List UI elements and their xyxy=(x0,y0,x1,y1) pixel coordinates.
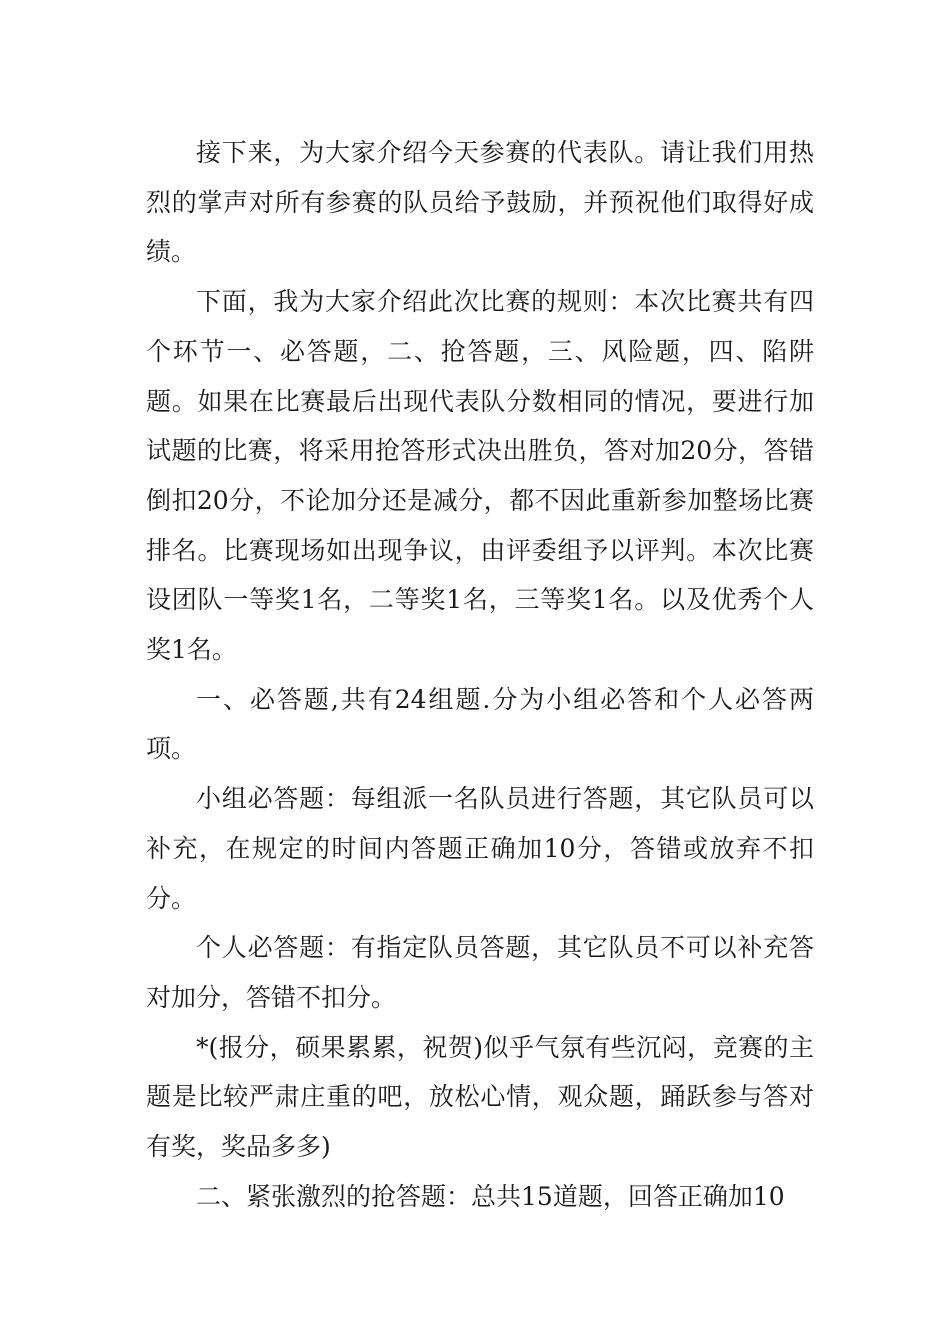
paragraph-individual-required: 个人必答题：有指定队员答题，其它队员不可以补充答对加分，答错不扣分。 xyxy=(146,933,814,1012)
paragraph-required-questions: 一、必答题,共有24组题.分为小组必答和个人必答两项。 xyxy=(146,684,814,764)
paragraph-intro-teams: 接下来，为大家介绍今天参赛的代表队。请让我们用热烈的掌声对所有参赛的队员给予鼓励，并预祝他们取得好成绩。 xyxy=(146,138,814,267)
document-body xyxy=(146,128,814,1221)
paragraph-quick-answer: 二、紧张激烈的抢答题：总共15道题，回答正确加10 xyxy=(196,1181,785,1211)
paragraph-rules: 下面，我为大家介绍此次比赛的规则：本次比赛共有四个环节一、必答题，二、抢答题，三、风险题，四、陷阱题。如果在比赛最后出现代表队分数相同的情况，要进行加试题的比赛，将采用抢答形式决出胜负，答对加20分，答错倒扣20分，不论加分还是减分，都不因此重新参加整场比赛排名。比赛现场如出现争议，由评委组予以评判。本次比赛设团队一等奖1名，二等奖1名，三等奖1名。以及优秀个人奖1名。 xyxy=(146,287,814,665)
paragraph-group-required: 小组必答题：每组派一名队员进行答题，其它队员可以补充，在规定的时间内答题正确加10分，答错或放弃不扣分。 xyxy=(146,784,814,913)
paragraph-audience-note: *(报分，硕果累累，祝贺)似乎气氛有些沉闷，竞赛的主题是比较严肃庄重的吧，放松心情，观众题，踊跃参与答对有奖，奖品多多) xyxy=(146,1032,814,1162)
